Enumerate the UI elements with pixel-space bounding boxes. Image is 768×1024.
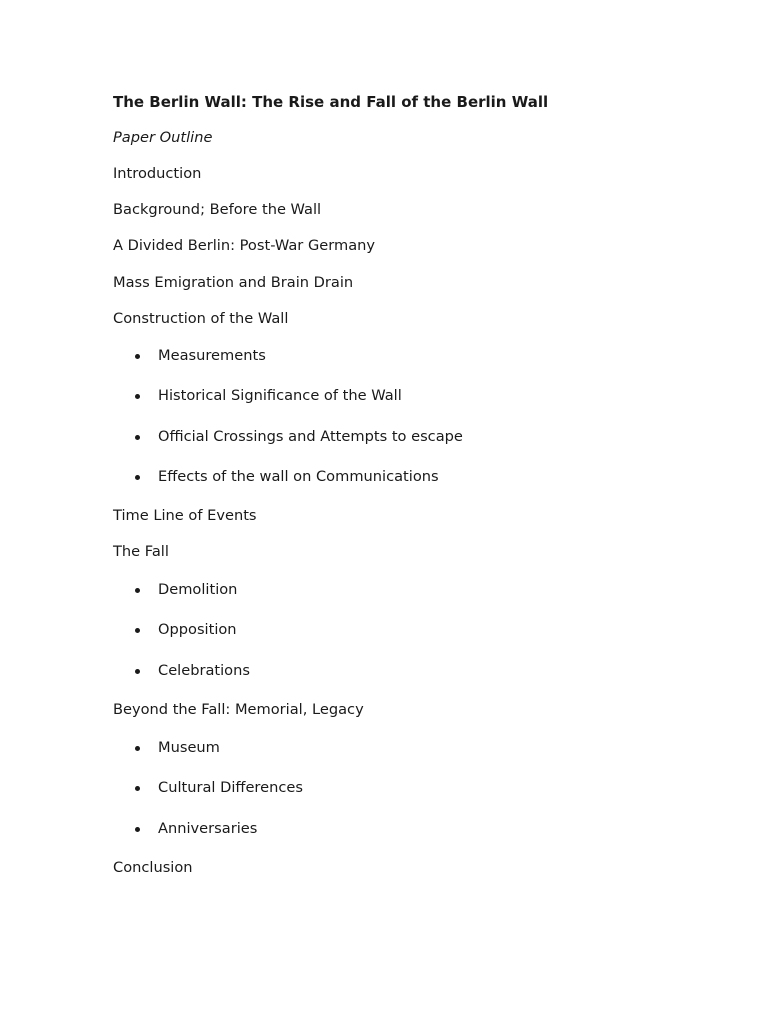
bullet-icon	[135, 394, 140, 399]
outline-heading-background: Background; Before the Wall	[113, 201, 322, 218]
bullet-text: Effects of the wall on Communications	[158, 468, 439, 485]
bullet-text: Cultural Differences	[158, 779, 303, 796]
bullet-text: Official Crossings and Attempts to escape	[158, 428, 463, 445]
outline-heading-beyond: Beyond the Fall: Memorial, Legacy	[113, 701, 364, 718]
outline-heading-introduction: Introduction	[113, 165, 202, 182]
bullet-icon	[135, 354, 140, 359]
outline-heading-fall: The Fall	[113, 543, 169, 560]
bullet-text: Anniversaries	[158, 820, 258, 837]
document-subtitle: Paper Outline	[113, 129, 213, 146]
outline-heading-mass-emigration: Mass Emigration and Brain Drain	[113, 274, 354, 291]
outline-heading-timeline: Time Line of Events	[113, 507, 257, 524]
outline-heading-conclusion: Conclusion	[113, 859, 193, 876]
bullet-text: Opposition	[158, 621, 237, 638]
document-title: The Berlin Wall: The Rise and Fall of the Berlin Wall	[113, 93, 549, 111]
bullet-text: Demolition	[158, 581, 238, 598]
bullet-icon	[135, 435, 140, 440]
bullet-icon	[135, 786, 140, 791]
bullet-icon	[135, 588, 140, 593]
bullet-text: Museum	[158, 739, 220, 756]
outline-heading-divided-berlin: A Divided Berlin: Post-War Germany	[113, 237, 376, 254]
bullet-text: Celebrations	[158, 662, 250, 679]
bullet-icon	[135, 628, 140, 633]
bullet-text: Measurements	[158, 347, 266, 364]
bullet-icon	[135, 827, 140, 832]
outline-heading-construction: Construction of the Wall	[113, 310, 289, 327]
bullet-icon	[135, 669, 140, 674]
bullet-text: Historical Significance of the Wall	[158, 387, 402, 404]
bullet-icon	[135, 746, 140, 751]
bullet-icon	[135, 475, 140, 480]
